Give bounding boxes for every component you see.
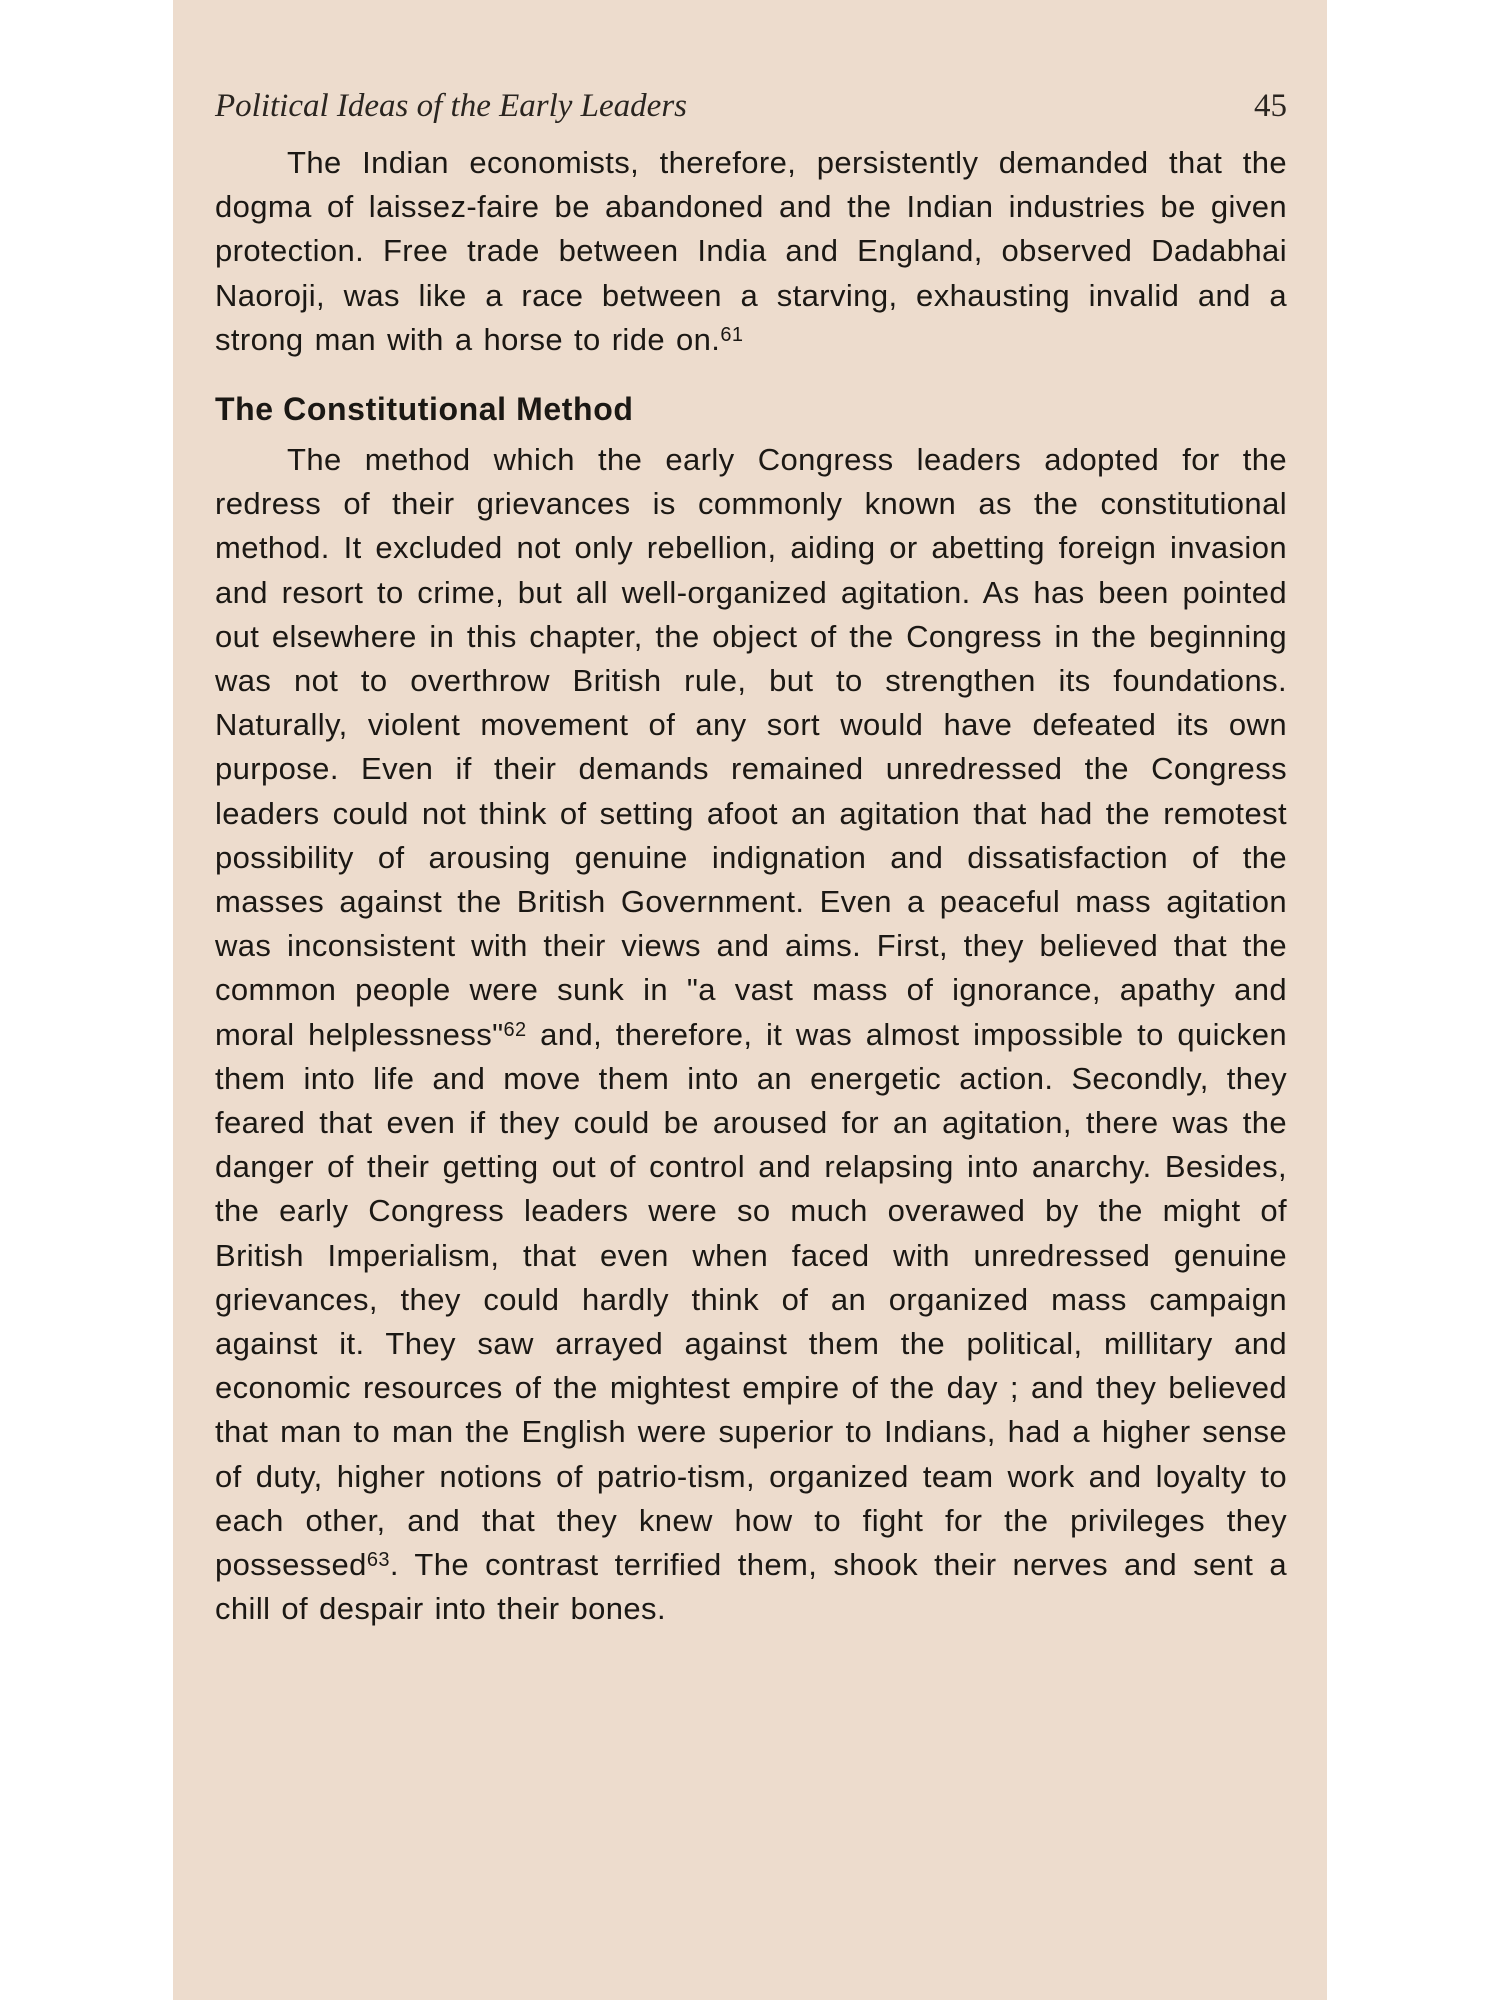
footnote-marker-61: 61 [720, 323, 744, 346]
book-page [173, 0, 1327, 2000]
paragraph-text-part-3: . The contrast terrified them, shook their nerves and sent a chill of despair into their bones. [215, 1547, 1287, 1627]
running-title: Political Ideas of the Early Leaders [215, 88, 688, 124]
page-number: 45 [1254, 88, 1287, 124]
paragraph-text-part-2: and, therefore, it was almost impossible to quicken them into life and move them into an energetic action. Secondly, they feared that even if they could be aroused for an agitation, there was the danger of their getting out of control and relapsing into anarchy. Besides, the early Congress leaders were so much overawed by the might of British Imperialism, that even when faced with unredressed genuine grievances, they could hardly think of an organized mass campaign against it. They saw arrayed against them the political, millitary and economic resources of the mightest empire of the day ; and they believed that man to man the English were superior to Indians, had a higher sense of duty, higher notions of patrio-tism, organized team work and loyalty to each other, and that they knew how to fight for the privileges they possessed [215, 1016, 1287, 1583]
footnote-marker-63: 63 [366, 1549, 390, 1572]
section-heading: The Constitutional Method [215, 391, 634, 428]
paragraph-economists [215, 141, 1287, 362]
paragraph-text-part-1: The method which the early Congress leaders adopted for the redress of their grievances is commonly known as the constitutional method. It excluded not only rebellion, aiding or abetting foreign invasion and resort to crime, but all well-organized agitation. As has been pointed out elsewhere in this chapter, the object of the Congress in the beginning was not to overthrow British rule, but to strengthen its foundations. Naturally, violent movement of any sort would have defeated its own purpose. Even if their demands remained unredressed the Congress leaders could not think of setting afoot an agitation that had the remotest possibility of arousing genuine indignation and dissatisfaction of the masses against the British Government. Even a peaceful mass agitation was inconsistent with their views and aims. First, they believed that the common people were sunk in "a vast mass of ignorance, apathy and moral helplessness" [215, 442, 1287, 1052]
running-header [215, 88, 1287, 125]
paragraph-text: The Indian economists, therefore, persistently demanded that the dogma of laissez-faire be abandoned and the Indian industries be given protection. Free trade between India and England, observed Dadabhai Naoroji, was like a race between a starving, exhausting invalid and a strong man with a horse to ride on. [215, 145, 1287, 357]
footnote-marker-62: 62 [503, 1018, 527, 1041]
paragraph-constitutional-method [215, 438, 1287, 1631]
